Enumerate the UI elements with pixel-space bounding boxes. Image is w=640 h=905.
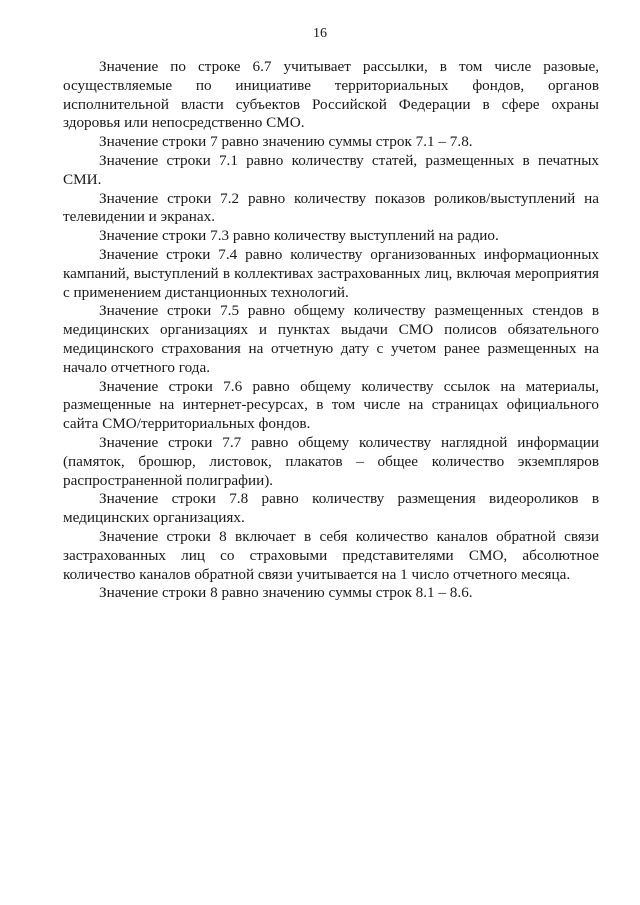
paragraph-line-7-5: Значение строки 7.5 равно общему количеству размещенных стендов в медицинских организациях и пунктах выдачи СМО полисов обязательного медицинского страхования на отчетную дату с учетом ранее размещенных на начало отчетного года. — [63, 302, 599, 376]
document-body — [63, 58, 599, 603]
paragraph-line-8-channels: Значение строки 8 включает в себя количество каналов обратной связи застрахованных лиц со страховыми представителями СМО, абсолютное количество каналов обратной связи учитывается на 1 число отчетного месяца. — [63, 527, 599, 583]
paragraph-line-6-7: Значение по строке 6.7 учитывает рассылки, в том числе разовые, осуществляемые по инициативе территориальных фондов, органов исполнительной власти субъектов Российской Федерации в сфере охраны здоровья или непосредственно СМО. — [63, 58, 599, 132]
paragraph-line-8-sum: Значение строки 8 равно значению суммы строк 8.1 – 8.6. — [99, 584, 473, 602]
paragraph-line-7-4: Значение строки 7.4 равно количеству организованных информационных кампаний, выступлений в коллективах застрахованных лиц, включая мероприятия с применением дистанционных технологий. — [63, 245, 599, 301]
paragraph-line-7: Значение строки 7 равно значению суммы строк 7.1 – 7.8. — [99, 133, 473, 151]
paragraph-line-7-3: Значение строки 7.3 равно количеству выступлений на радио. — [99, 227, 499, 245]
paragraph-line-7-1: Значение строки 7.1 равно количеству статей, размещенных в печатных СМИ. — [63, 151, 599, 188]
paragraph-line-7-8: Значение строки 7.8 равно количеству размещения видеороликов в медицинских организациях. — [63, 490, 599, 527]
paragraph-line-7-6: Значение строки 7.6 равно общему количеству ссылок на материалы, размещенные на интернет-ресурсах, в том числе на страницах официального сайта СМО/территориальных фондов. — [63, 377, 599, 433]
paragraph-line-7-2: Значение строки 7.2 равно количеству показов роликов/выступлений на телевидении и экранах. — [63, 189, 599, 226]
page-number: 16 — [313, 26, 327, 41]
paragraph-line-7-7: Значение строки 7.7 равно общему количеству наглядной информации (памяток, брошюр, листовок, плакатов – общее количество экземпляров распространенной полиграфии). — [63, 433, 599, 489]
